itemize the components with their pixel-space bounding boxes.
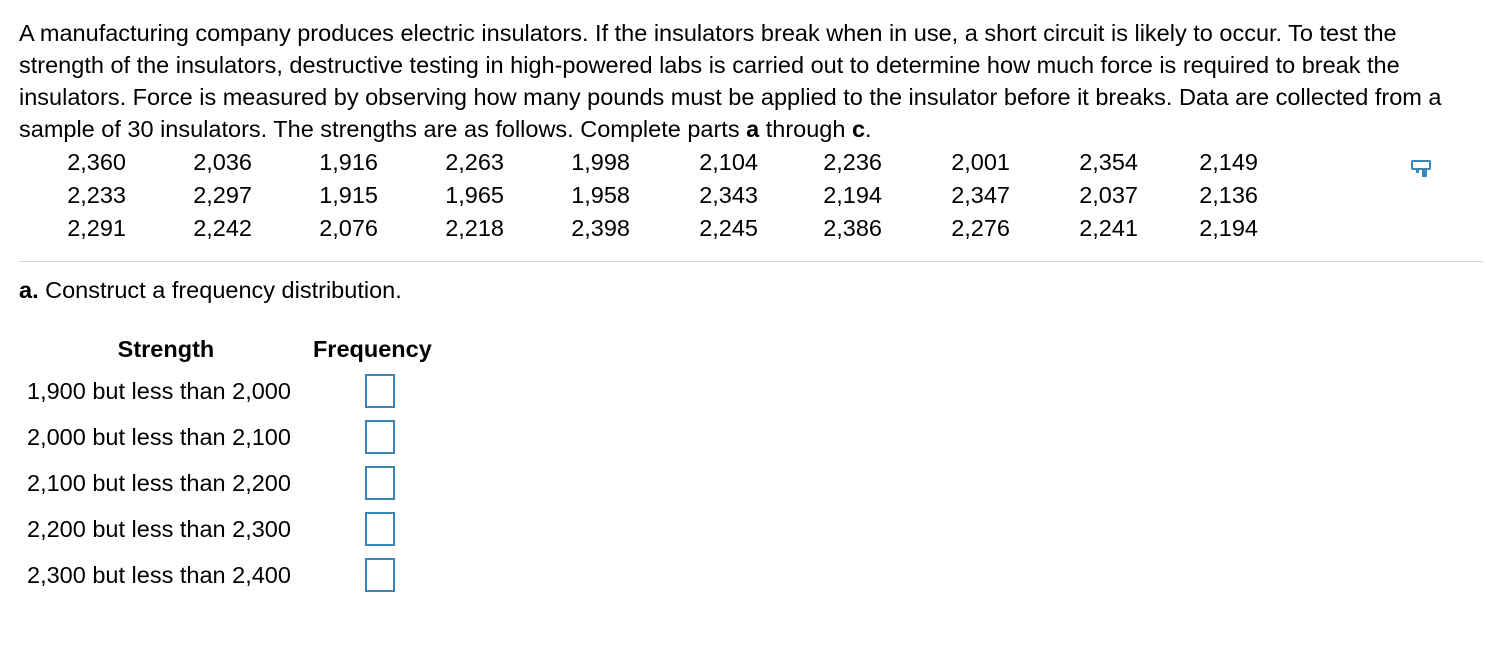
frequency-input[interactable]: [365, 420, 395, 454]
data-value: 2,343: [699, 182, 758, 208]
data-value: 2,001: [951, 149, 1010, 175]
data-value: 2,347: [951, 182, 1010, 208]
strength-header: Strength: [117, 335, 215, 362]
frequency-table-header: [19, 330, 432, 368]
frequency-input[interactable]: [365, 374, 395, 408]
data-value: 2,037: [1079, 182, 1138, 208]
frequency-header: Frequency: [312, 335, 432, 362]
data-row: [0, 146, 1258, 179]
data-value: 2,354: [1079, 149, 1138, 175]
data-value: 2,398: [571, 215, 630, 241]
data-value: 2,242: [193, 215, 252, 241]
frequency-input[interactable]: [365, 466, 395, 500]
part-a-prompt: [19, 274, 402, 306]
frequency-input-cell: [313, 414, 432, 460]
frequency-row: [19, 460, 432, 506]
data-value: 2,218: [445, 215, 504, 241]
strength-class-label: 2,200 but less than 2,300: [27, 515, 291, 542]
part-a-text: Construct a frequency distribution.: [38, 277, 402, 303]
frequency-row: [19, 414, 432, 460]
data-value: 2,386: [823, 215, 882, 241]
data-value: 2,036: [193, 149, 252, 175]
frequency-row: [19, 506, 432, 552]
section-divider: [19, 261, 1483, 262]
data-value: 2,136: [1199, 182, 1258, 208]
part-end-label: c: [851, 116, 866, 142]
data-value: 2,297: [193, 182, 252, 208]
problem-text: A manufacturing company produces electric insulators. If the insulators break when in use, a short circuit is likely to occur. To test the strength of the insulators, destructive testing in high-powered labs is carried out to determine how much force is required to break the insulators. Force is measured by observing how many pounds must be applied to the insulator before it breaks. Data are collected from a sample of 30 insulators. The strengths are as follows. Complete parts: [19, 20, 1442, 142]
copy-data-icon[interactable]: [1410, 159, 1432, 179]
frequency-input-cell: [313, 368, 432, 414]
period-text: .: [865, 116, 872, 142]
data-value: 1,915: [319, 182, 378, 208]
data-value: 2,245: [699, 215, 758, 241]
problem-statement: [19, 17, 1469, 145]
data-value: 2,149: [1199, 149, 1258, 175]
data-value: 1,965: [445, 182, 504, 208]
data-value: 2,276: [951, 215, 1010, 241]
frequency-input-cell: [313, 460, 432, 506]
strength-class-label: 2,300 but less than 2,400: [27, 561, 291, 588]
data-value: 2,194: [1199, 215, 1258, 241]
frequency-input-cell: [313, 552, 432, 598]
data-value: 2,291: [67, 215, 126, 241]
data-value: 2,263: [445, 149, 504, 175]
frequency-input[interactable]: [365, 512, 395, 546]
data-value: 2,233: [67, 182, 126, 208]
strength-class-label: 1,900 but less than 2,000: [27, 377, 291, 404]
data-value: 2,241: [1079, 215, 1138, 241]
frequency-table: [19, 330, 432, 598]
data-value: 1,998: [571, 149, 630, 175]
data-value: 2,194: [823, 182, 882, 208]
copy-icon-graphic: [1410, 159, 1432, 179]
through-text: through: [759, 116, 852, 142]
data-value: 2,360: [67, 149, 126, 175]
data-value: 2,076: [319, 215, 378, 241]
part-a-label: a.: [19, 277, 39, 303]
frequency-row: [19, 552, 432, 598]
data-value: 1,958: [571, 182, 630, 208]
data-value: 2,236: [823, 149, 882, 175]
frequency-input-cell: [313, 506, 432, 552]
part-start-label: a: [746, 116, 760, 142]
frequency-row: [19, 368, 432, 414]
data-value: 1,916: [319, 149, 378, 175]
data-row: [0, 179, 1258, 212]
data-row: [0, 212, 1258, 245]
data-value: 2,104: [699, 149, 758, 175]
data-table: [0, 146, 1258, 245]
frequency-input[interactable]: [365, 558, 395, 592]
strength-class-label: 2,000 but less than 2,100: [27, 423, 291, 450]
strength-class-label: 2,100 but less than 2,200: [27, 469, 291, 496]
